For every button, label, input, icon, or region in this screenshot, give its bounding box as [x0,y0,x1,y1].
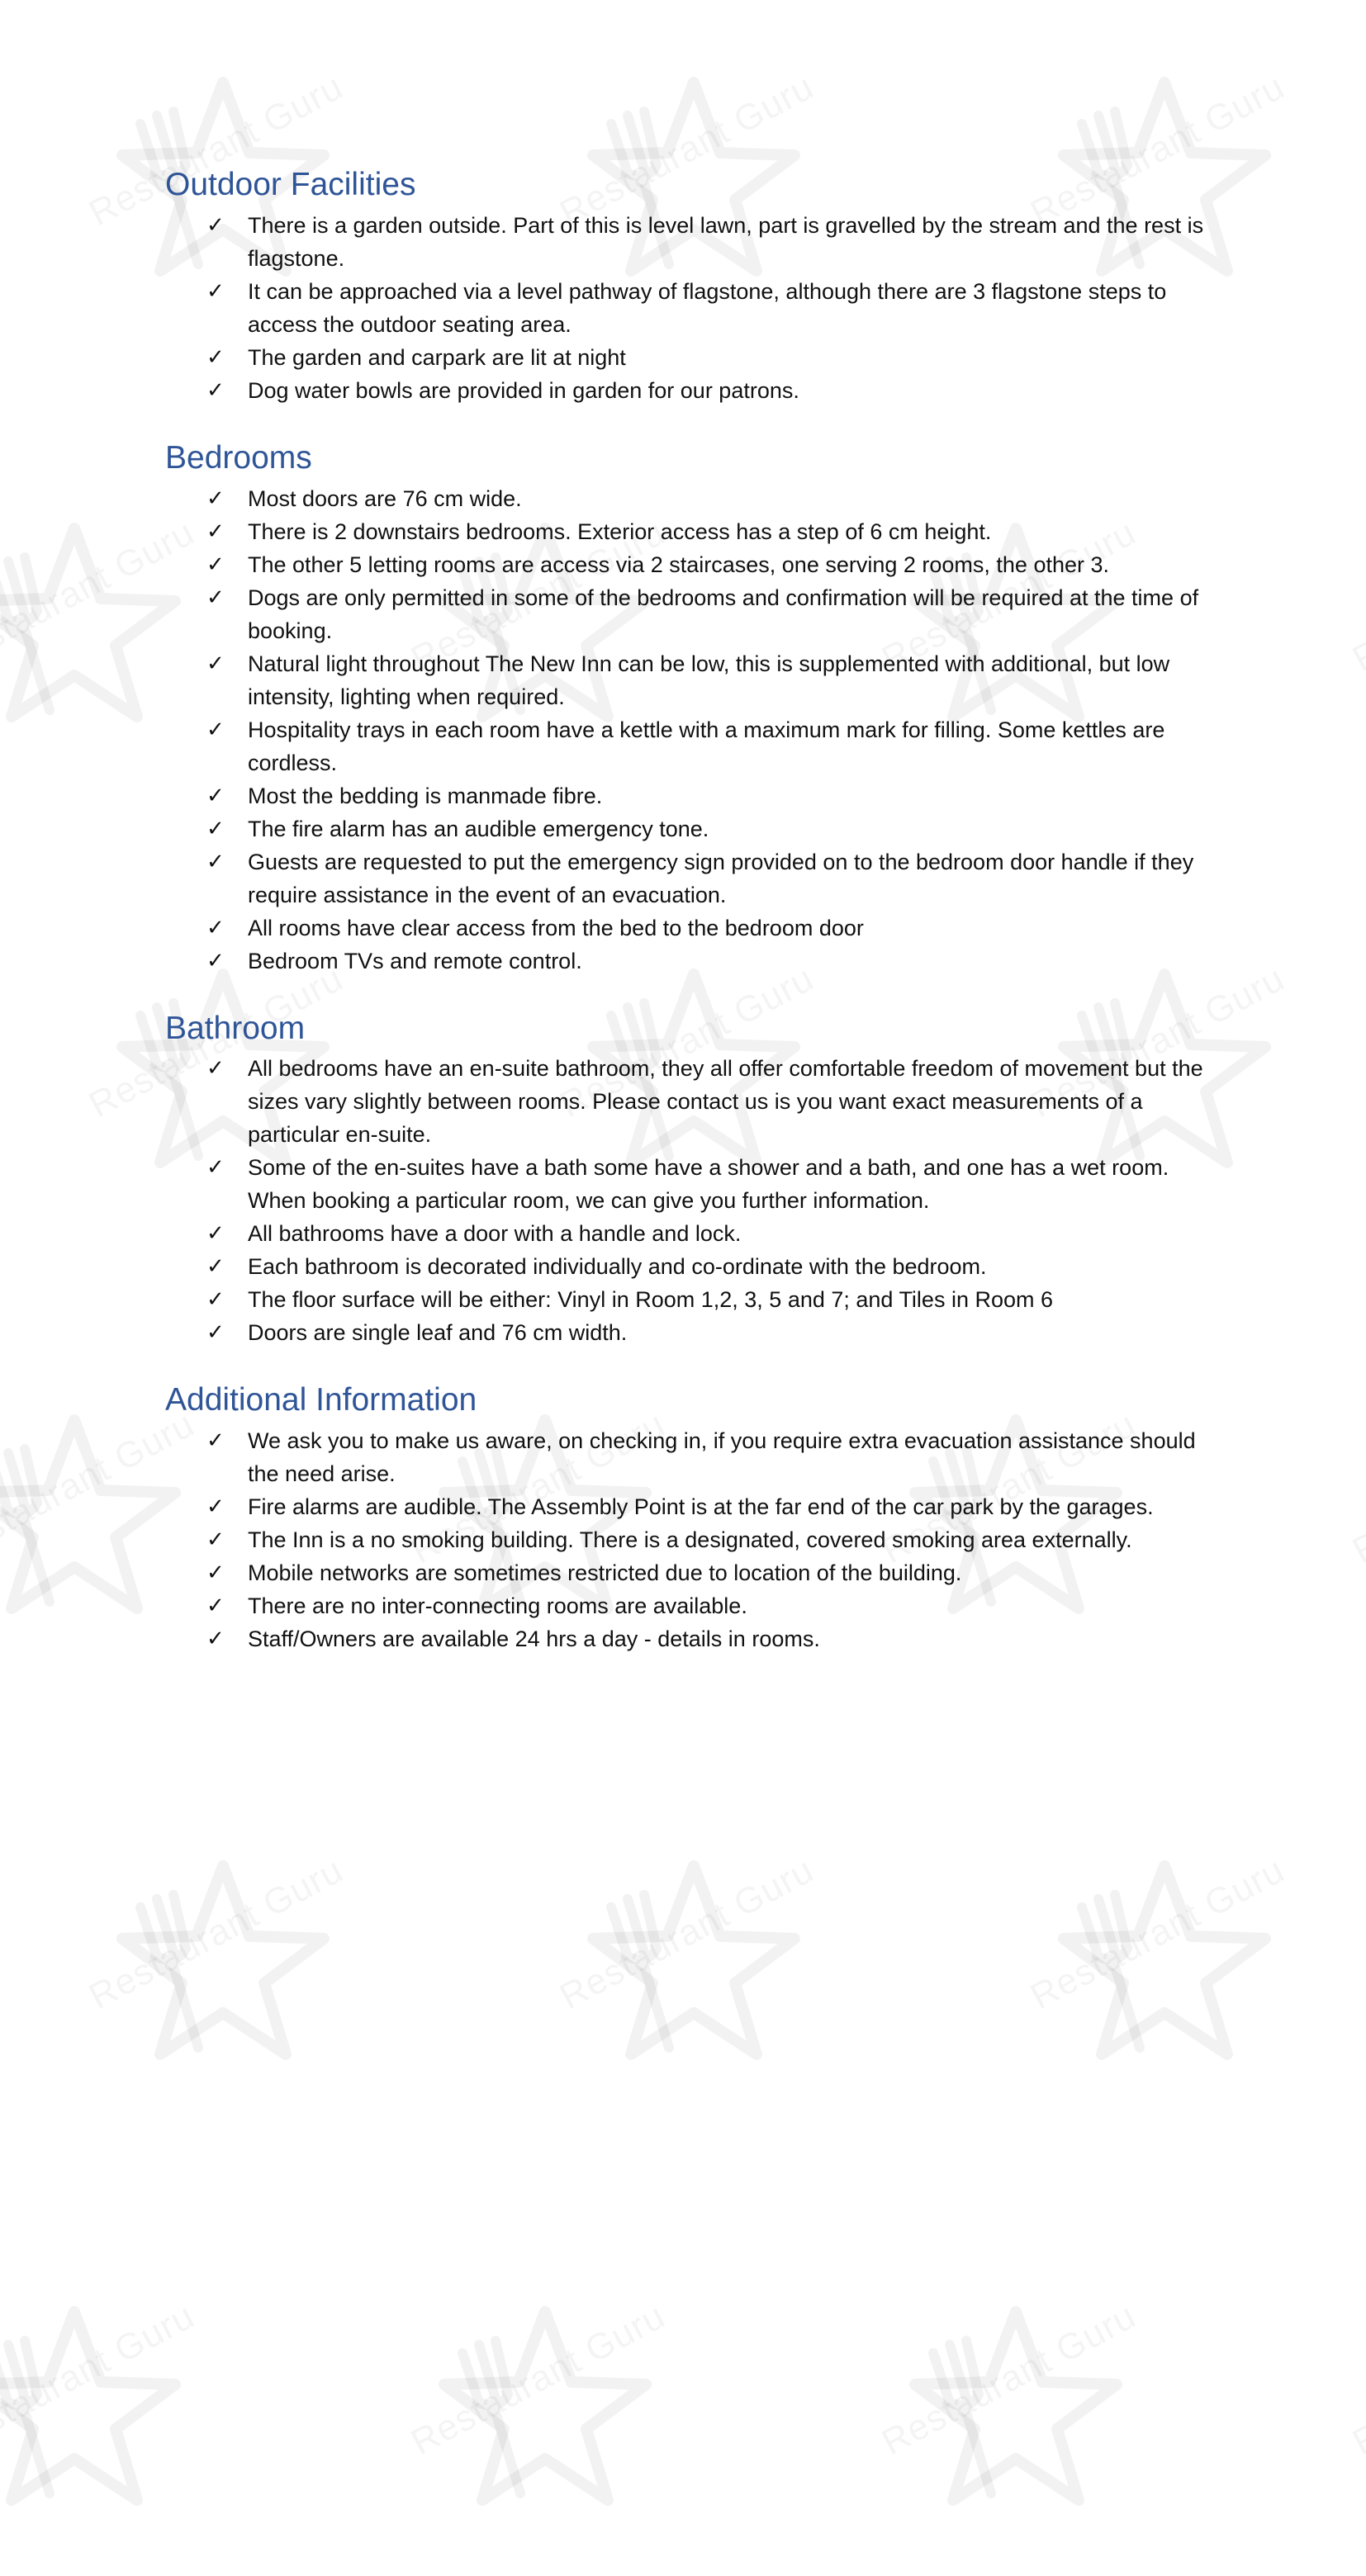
list-item-text: All bedrooms have an en-suite bathroom, they all offer comfortable freedom of movement but the sizes vary slightly between rooms. Please contact us is you want exact measurements of a particular en-suite. [248,1056,1203,1148]
checkmark-icon: ✓ [206,278,225,304]
watermark-text [1346,2295,1366,2464]
list-item [206,1217,1206,1250]
item-list [165,482,1206,978]
watermark-tile [1016,1858,1330,2130]
list-item-text: Some of the en-suites have a bath some have a shower and a bath, and one has a wet room. When booking a particular room, we can give you further information. [248,1155,1169,1214]
list-item [206,1556,1206,1589]
watermark-text [553,1849,821,2018]
checkmark-icon: ✓ [206,519,225,544]
watermark-tile [1338,2304,1366,2576]
watermark-text [1024,1849,1292,2018]
list-item-text: The floor surface will be either: Vinyl in Room 1,2, 3, 5 and 7; and Tiles in Room 6 [248,1287,1054,1313]
checkmark-icon: ✓ [206,1056,225,1082]
checkmark-icon: ✓ [206,1320,225,1346]
list-item-text: Most doors are 76 cm wide. [248,485,522,511]
list-item-text: It can be approached via a level pathway of flagstone, although there are 3 flagstone steps to access the outdoor seating area. [248,278,1167,337]
section-bathroom [165,1009,1206,1350]
checkmark-icon: ✓ [206,377,225,403]
list-item-text: Most the bedding is manmade fibre. [248,783,603,808]
section-additional-information [165,1380,1206,1655]
list-item [206,713,1206,779]
list-item [206,1490,1206,1523]
list-item-text: Bedroom TVs and remote control. [248,948,582,973]
list-item [206,1283,1206,1316]
watermark-tile [1338,1412,1366,1684]
list-item [206,548,1206,581]
checkmark-icon: ✓ [206,651,225,676]
list-item [206,1424,1206,1490]
list-item-text: Fire alarms are audible. The Assembly Point is at the far end of the car park by the garages. [248,1494,1154,1519]
list-item [206,647,1206,713]
fork-star-icon [570,1858,818,2072]
list-item [206,209,1206,275]
item-list [165,209,1206,407]
checkmark-icon: ✓ [206,1254,225,1280]
checkmark-icon: ✓ [206,1428,225,1453]
list-item [206,581,1206,647]
list-item [206,1622,1206,1655]
list-item-text: The garden and carpark are lit at night [248,344,626,370]
list-item [206,1151,1206,1217]
watermark-tile [1338,520,1366,793]
watermark-text [1346,512,1366,680]
checkmark-icon: ✓ [206,915,225,940]
checkmark-icon: ✓ [206,1527,225,1552]
list-item-text: Guests are requested to put the emergency sign provided on to the bedroom door handle if they require assistance in the event of an evacuation. [248,849,1194,907]
checkmark-icon: ✓ [206,485,225,511]
list-item-text: Dog water bowls are provided in garden for our patrons. [248,377,799,403]
list-item-text: We ask you to make us aware, on checking in, if you require extra evacuation assistance should the need arise. [248,1428,1196,1486]
document-body [165,165,1206,1687]
watermark-text [83,1849,350,2018]
list-item [206,1250,1206,1283]
watermark-tile [867,2304,1181,2576]
checkmark-icon: ✓ [206,212,225,238]
item-list [165,1424,1206,1655]
fork-star-icon [99,1858,347,2072]
list-item [206,945,1206,978]
checkmark-icon: ✓ [206,1627,225,1651]
section-outdoor-facilities [165,165,1206,407]
list-item [206,812,1206,845]
checkmark-icon: ✓ [206,783,225,808]
fork-star-icon [1363,2304,1366,2518]
checkmark-icon: ✓ [206,816,225,841]
list-item-text: Dogs are only permitted in some of the bedrooms and confirmation will be required at the time of booking. [248,585,1199,643]
list-item-text: Each bathroom is decorated individually and co-ordinate with the bedroom. [248,1254,987,1280]
fork-star-icon [0,2304,198,2518]
checkmark-icon: ✓ [206,1287,225,1313]
fork-star-icon [1363,520,1366,735]
watermark-text [1346,1404,1366,1572]
checkmark-icon: ✓ [206,585,225,610]
watermark-tile [396,2304,710,2576]
watermark-text [0,2295,202,2464]
list-item [206,912,1206,945]
checkmark-icon: ✓ [206,717,225,742]
section-title: Outdoor Facilities [165,167,416,202]
fork-star-icon [1041,1858,1288,2072]
checkmark-icon: ✓ [206,1560,225,1585]
item-list [165,1052,1206,1349]
list-item-text: The other 5 letting rooms are access via 2 staircases, one serving 2 rooms, the other 3. [248,552,1110,577]
section-title: Additional Information [165,1382,477,1418]
list-item-text: Staff/Owners are available 24 hrs a day - details in rooms. [248,1627,820,1651]
watermark-tile [545,1858,859,2130]
checkmark-icon: ✓ [206,1494,225,1519]
checkmark-icon: ✓ [206,1593,225,1618]
list-item [206,482,1206,515]
list-item [206,374,1206,407]
watermark-tile [0,2304,240,2576]
watermark-tile [74,1858,388,2130]
list-item [206,1316,1206,1349]
checkmark-icon: ✓ [206,948,225,973]
list-item [206,275,1206,341]
list-item-text: There is 2 downstairs bedrooms. Exterior access has a step of 6 cm height. [248,519,992,544]
list-item [206,1589,1206,1622]
watermark-text [405,2295,672,2464]
list-item-text: All rooms have clear access from the bed to the bedroom door [248,915,864,940]
section-title: Bathroom [165,1010,306,1046]
checkmark-icon: ✓ [206,344,225,370]
list-item-text: Hospitality trays in each room have a kettle with a maximum mark for filling. Some kettles are cordless. [248,717,1165,775]
list-item [206,845,1206,912]
list-item-text: There is a garden outside. Part of this is level lawn, part is gravelled by the stream and the rest is flagstone. [248,212,1204,271]
checkmark-icon: ✓ [206,552,225,577]
list-item-text: Mobile networks are sometimes restricted due to location of the building. [248,1560,962,1585]
checkmark-icon: ✓ [206,849,225,874]
list-item-text: The fire alarm has an audible emergency tone. [248,816,709,841]
section-title: Bedrooms [165,439,312,476]
list-item-text: The Inn is a no smoking building. There is a designated, covered smoking area externally. [248,1527,1132,1552]
checkmark-icon: ✓ [206,1155,225,1181]
list-item [206,779,1206,812]
list-item [206,1052,1206,1151]
list-item-text: Natural light throughout The New Inn can be low, this is supplemented with additional, but low intensity, lighting when required. [248,651,1170,709]
list-item-text: All bathrooms have a door with a handle and lock. [248,1221,742,1247]
list-item [206,341,1206,374]
section-bedrooms [165,438,1206,978]
list-item [206,1523,1206,1556]
fork-star-icon [892,2304,1140,2518]
list-item-text: There are no inter-connecting rooms are available. [248,1593,747,1618]
list-item [206,515,1206,548]
watermark-text [875,2295,1143,2464]
list-item-text: Doors are single leaf and 76 cm width. [248,1320,628,1346]
fork-star-icon [421,2304,669,2518]
fork-star-icon [1363,1412,1366,1627]
checkmark-icon: ✓ [206,1221,225,1247]
